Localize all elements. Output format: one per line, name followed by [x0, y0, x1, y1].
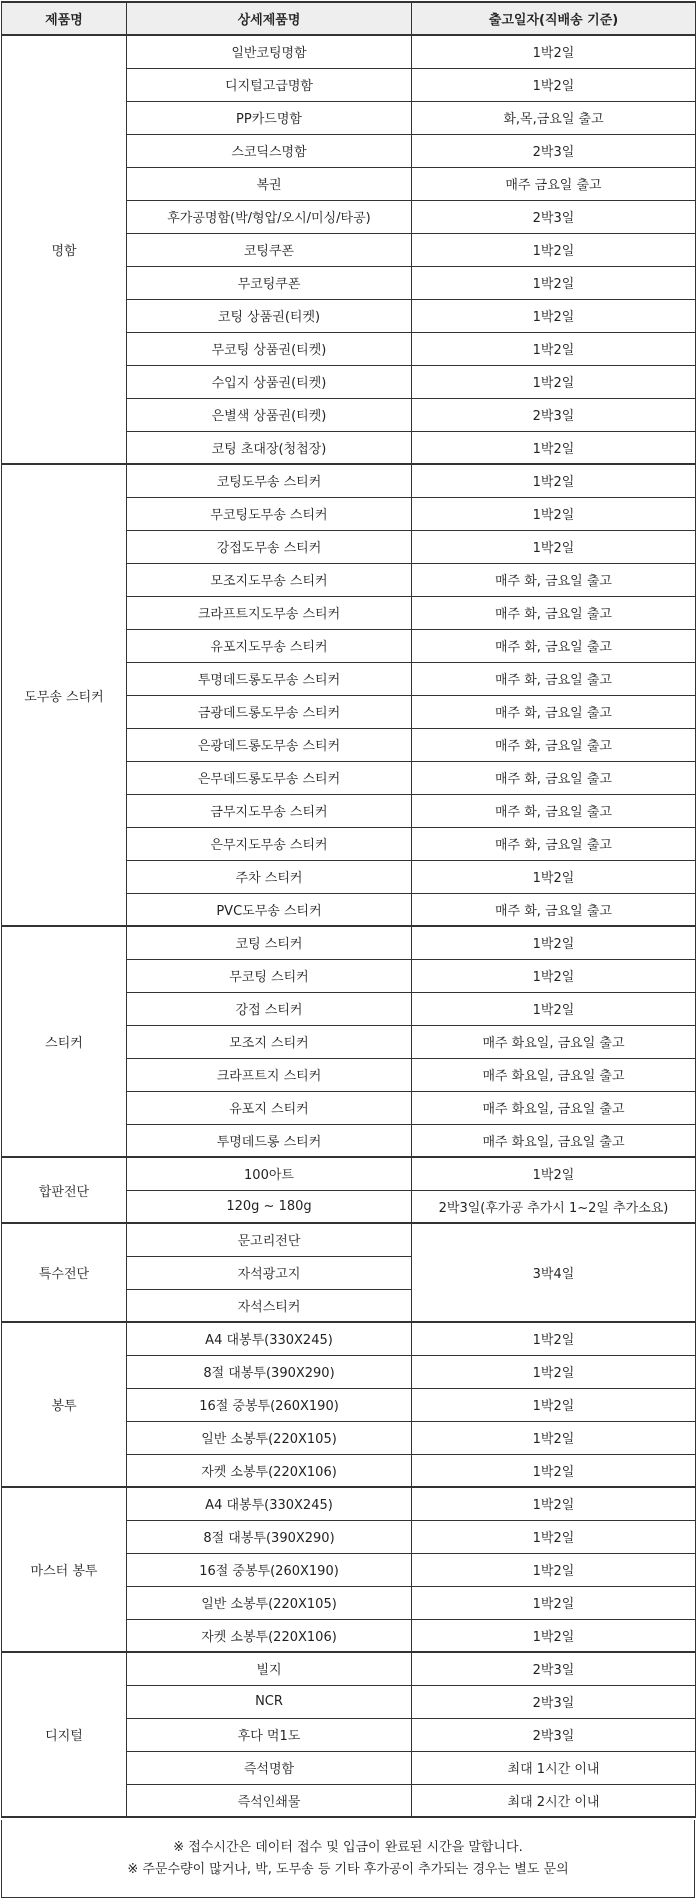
detail-product-cell: 코팅 스티커: [127, 926, 412, 959]
ship-date-cell: 매주 화, 금요일 출고: [412, 794, 696, 827]
ship-date-cell: 1박2일: [412, 299, 696, 332]
detail-product-cell: 자석광고지: [127, 1256, 412, 1289]
ship-date-cell: 매주 금요일 출고: [412, 167, 696, 200]
table-row: [2, 1157, 696, 1190]
detail-product-cell: 복권: [127, 167, 412, 200]
ship-date-cell: 매주 화, 금요일 출고: [412, 629, 696, 662]
ship-date-cell: 매주 화요일, 금요일 출고: [412, 1025, 696, 1058]
category-cell: 합판전단: [2, 1157, 127, 1223]
ship-date-cell: 최대 2시간 이내: [412, 1784, 696, 1817]
detail-product-cell: 강접 스티커: [127, 992, 412, 1025]
category-cell: 스티커: [2, 926, 127, 1157]
detail-product-cell: 수입지 상품권(티켓): [127, 365, 412, 398]
ship-date-cell: 1박2일: [412, 1520, 696, 1553]
detail-product-cell: 크라프트지도무송 스티커: [127, 596, 412, 629]
ship-date-cell: 1박2일: [412, 431, 696, 464]
ship-date-cell: 1박2일: [412, 464, 696, 497]
ship-date-cell: 1박2일: [412, 1487, 696, 1520]
table-row: [2, 464, 696, 497]
ship-date-cell: 1박2일: [412, 1454, 696, 1487]
ship-date-cell: 2박3일(후가공 추가시 1~2일 추가소요): [412, 1190, 696, 1223]
detail-product-cell: 자석스티커: [127, 1289, 412, 1322]
ship-date-cell: 매주 화, 금요일 출고: [412, 827, 696, 860]
ship-date-cell: 매주 화, 금요일 출고: [412, 662, 696, 695]
detail-product-cell: 자켓 소봉투(220X106): [127, 1454, 412, 1487]
ship-date-cell: 1박2일: [412, 266, 696, 299]
header-product: 제품명: [2, 2, 127, 35]
detail-product-cell: 8절 대봉투(390X290): [127, 1355, 412, 1388]
ship-date-cell: 1박2일: [412, 1157, 696, 1190]
category-cell: 도무송 스티커: [2, 464, 127, 926]
ship-date-cell: 1박2일: [412, 959, 696, 992]
ship-date-cell: 1박2일: [412, 992, 696, 1025]
detail-product-cell: 100아트: [127, 1157, 412, 1190]
detail-product-cell: 후가공명함(박/형압/오시/미싱/타공): [127, 200, 412, 233]
detail-product-cell: 후다 먹1도: [127, 1718, 412, 1751]
table-row: [2, 1487, 696, 1520]
ship-date-cell: 1박2일: [412, 332, 696, 365]
detail-product-cell: 크라프트지 스티커: [127, 1058, 412, 1091]
notes-box: [1, 1820, 695, 1898]
ship-date-cell: 매주 화, 금요일 출고: [412, 695, 696, 728]
detail-product-cell: 8절 대봉투(390X290): [127, 1520, 412, 1553]
detail-product-cell: 은무데드롱도무송 스티커: [127, 761, 412, 794]
detail-product-cell: 투명데드롱 스티커: [127, 1124, 412, 1157]
detail-product-cell: 금무지도무송 스티커: [127, 794, 412, 827]
ship-date-cell: 매주 화, 금요일 출고: [412, 563, 696, 596]
ship-date-cell: 2박3일: [412, 1685, 696, 1718]
ship-date-cell: 1박2일: [412, 497, 696, 530]
detail-product-cell: 투명데드롱도무송 스티커: [127, 662, 412, 695]
detail-product-cell: A4 대봉투(330X245): [127, 1322, 412, 1355]
ship-date-cell: 1박2일: [412, 365, 696, 398]
detail-product-cell: 무코팅 스티커: [127, 959, 412, 992]
detail-product-cell: 코팅도무송 스티커: [127, 464, 412, 497]
ship-date-cell: 1박2일: [412, 233, 696, 266]
ship-date-cell: 매주 화, 금요일 출고: [412, 761, 696, 794]
ship-date-cell: 1박2일: [412, 530, 696, 563]
shipping-schedule-table: [1, 1, 696, 1818]
detail-product-cell: 16절 중봉투(260X190): [127, 1388, 412, 1421]
detail-product-cell: PP카드명함: [127, 101, 412, 134]
table-header: [2, 2, 696, 35]
category-cell: 마스터 봉투: [2, 1487, 127, 1652]
detail-product-cell: 모조지도무송 스티커: [127, 563, 412, 596]
ship-date-cell: 1박2일: [412, 1388, 696, 1421]
detail-product-cell: PVC도무송 스티커: [127, 893, 412, 926]
detail-product-cell: 무코팅쿠폰: [127, 266, 412, 299]
detail-product-cell: 자켓 소봉투(220X106): [127, 1619, 412, 1652]
detail-product-cell: 빌지: [127, 1652, 412, 1685]
detail-product-cell: 120g ~ 180g: [127, 1190, 412, 1223]
table-row: [2, 1322, 696, 1355]
table-row: [2, 926, 696, 959]
ship-date-cell: 1박2일: [412, 926, 696, 959]
ship-date-cell: 매주 화요일, 금요일 출고: [412, 1091, 696, 1124]
ship-date-cell: 1박2일: [412, 1322, 696, 1355]
detail-product-cell: 유포지 스티커: [127, 1091, 412, 1124]
detail-product-cell: A4 대봉투(330X245): [127, 1487, 412, 1520]
ship-date-cell: 2박3일: [412, 1718, 696, 1751]
detail-product-cell: NCR: [127, 1685, 412, 1718]
detail-product-cell: 코팅 상품권(티켓): [127, 299, 412, 332]
table-body: [2, 35, 696, 1817]
header-row: [2, 2, 696, 35]
ship-date-cell: 1박2일: [412, 35, 696, 68]
ship-date-cell: 1박2일: [412, 68, 696, 101]
ship-date-cell: 1박2일: [412, 860, 696, 893]
detail-product-cell: 은별색 상품권(티켓): [127, 398, 412, 431]
category-cell: 명함: [2, 35, 127, 464]
detail-product-cell: 일반 소봉투(220X105): [127, 1586, 412, 1619]
ship-date-cell: 매주 화, 금요일 출고: [412, 728, 696, 761]
detail-product-cell: 디지털고급명함: [127, 68, 412, 101]
detail-product-cell: 코팅 초대장(청첩장): [127, 431, 412, 464]
detail-product-cell: 일반코팅명함: [127, 35, 412, 68]
ship-date-cell: 1박2일: [412, 1586, 696, 1619]
detail-product-cell: 강접도무송 스티커: [127, 530, 412, 563]
header-detail-product: 상세제품명: [127, 2, 412, 35]
note-line: ※ 접수시간은 데이터 접수 및 입금이 완료된 시간을 말합니다.: [173, 1839, 523, 1855]
detail-product-cell: 모조지 스티커: [127, 1025, 412, 1058]
table-row: [2, 1652, 696, 1685]
ship-date-cell: 매주 화요일, 금요일 출고: [412, 1124, 696, 1157]
detail-product-cell: 16절 중봉투(260X190): [127, 1553, 412, 1586]
detail-product-cell: 스코딕스명함: [127, 134, 412, 167]
ship-date-cell: 2박3일: [412, 134, 696, 167]
detail-product-cell: 무코팅 상품권(티켓): [127, 332, 412, 365]
ship-date-cell: 최대 1시간 이내: [412, 1751, 696, 1784]
category-cell: 봉투: [2, 1322, 127, 1487]
detail-product-cell: 즉석명함: [127, 1751, 412, 1784]
detail-product-cell: 은광데드롱도무송 스티커: [127, 728, 412, 761]
ship-date-cell: 3박4일: [412, 1223, 696, 1322]
category-cell: 디지털: [2, 1652, 127, 1817]
ship-date-cell: 1박2일: [412, 1355, 696, 1388]
note-line: ※ 주문수량이 많거나, 박, 도무송 등 기타 후가공이 추가되는 경우는 별도 문의: [127, 1861, 569, 1877]
detail-product-cell: 무코팅도무송 스티커: [127, 497, 412, 530]
ship-date-cell: 매주 화요일, 금요일 출고: [412, 1058, 696, 1091]
category-cell: 특수전단: [2, 1223, 127, 1322]
header-ship-date: 출고일자(직배송 기준): [412, 2, 696, 35]
ship-date-cell: 1박2일: [412, 1619, 696, 1652]
ship-date-cell: 매주 화, 금요일 출고: [412, 893, 696, 926]
detail-product-cell: 유포지도무송 스티커: [127, 629, 412, 662]
detail-product-cell: 주차 스티커: [127, 860, 412, 893]
ship-date-cell: 1박2일: [412, 1553, 696, 1586]
detail-product-cell: 일반 소봉투(220X105): [127, 1421, 412, 1454]
ship-date-cell: 1박2일: [412, 1421, 696, 1454]
ship-date-cell: 2박3일: [412, 1652, 696, 1685]
ship-date-cell: 2박3일: [412, 200, 696, 233]
ship-date-cell: 2박3일: [412, 398, 696, 431]
detail-product-cell: 은무지도무송 스티커: [127, 827, 412, 860]
detail-product-cell: 금광데드롱도무송 스티커: [127, 695, 412, 728]
table-row: [2, 35, 696, 68]
detail-product-cell: 문고리전단: [127, 1223, 412, 1256]
table-row: [2, 1223, 696, 1256]
detail-product-cell: 즉석인쇄물: [127, 1784, 412, 1817]
ship-date-cell: 매주 화, 금요일 출고: [412, 596, 696, 629]
ship-date-cell: 화,목,금요일 출고: [412, 101, 696, 134]
detail-product-cell: 코팅쿠폰: [127, 233, 412, 266]
